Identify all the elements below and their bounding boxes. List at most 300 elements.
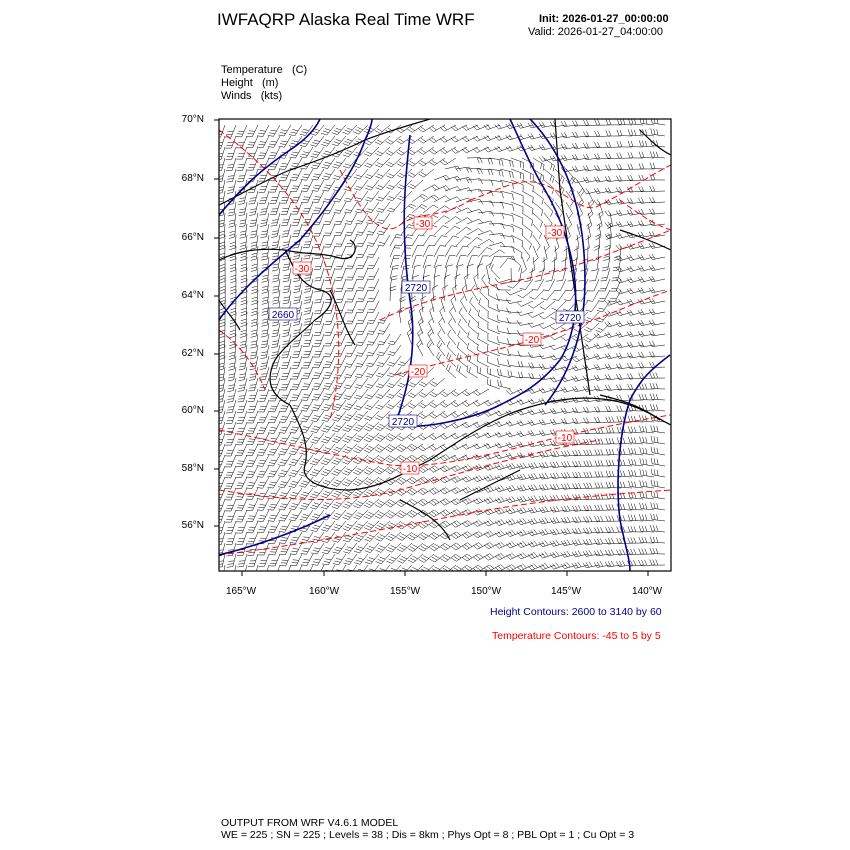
wind-barb — [478, 211, 494, 216]
wind-barb — [638, 331, 654, 337]
wind-barb — [589, 268, 599, 281]
wind-barb — [215, 422, 225, 435]
wind-barb — [367, 257, 379, 269]
wind-barb — [240, 334, 247, 348]
wind-barb — [246, 125, 258, 137]
wind-barb — [467, 247, 481, 258]
wind-barb — [376, 202, 390, 212]
wind-barb — [498, 369, 511, 378]
wind-barb — [576, 290, 589, 301]
lon-label: 160°W — [309, 586, 340, 597]
wind-barb — [572, 246, 578, 261]
wind-barb — [506, 146, 522, 152]
wind-barb — [280, 554, 291, 566]
wind-barb — [290, 532, 302, 543]
wind-barb — [462, 455, 478, 461]
wind-barb — [651, 514, 665, 521]
wind-barb — [451, 554, 467, 561]
wind-barb — [445, 176, 461, 182]
wind-barb — [441, 565, 456, 573]
wind-barb — [397, 521, 412, 529]
wind-barb — [419, 158, 435, 166]
wind-barb — [367, 246, 379, 257]
wind-barb — [247, 158, 258, 170]
wind-barb — [473, 542, 489, 549]
wind-barb — [579, 268, 589, 281]
wind-barb — [550, 419, 566, 425]
wind-barb — [269, 400, 280, 412]
wind-barb — [600, 268, 610, 281]
wind-barb — [617, 438, 632, 445]
wind-barb — [549, 257, 555, 272]
wind-barb — [638, 243, 654, 249]
wind-barb — [268, 510, 280, 521]
wind-barb — [228, 356, 236, 370]
wind-barb — [386, 499, 401, 507]
wind-barb — [334, 356, 346, 368]
wind-barb — [377, 213, 390, 224]
wind-barb — [533, 246, 538, 262]
wind-barb — [605, 300, 621, 306]
wind-barb — [367, 235, 379, 246]
wind-barb — [386, 455, 401, 463]
wind-barb — [561, 155, 577, 161]
wind-barb — [335, 235, 346, 247]
wind-barb — [421, 296, 426, 312]
wind-barb — [312, 191, 324, 203]
wind-barb — [429, 543, 445, 551]
wind-barb — [408, 554, 423, 563]
wind-barb — [517, 552, 533, 559]
wind-barb — [291, 202, 302, 214]
wind-barb — [649, 265, 665, 271]
wind-barb — [226, 147, 236, 160]
wind-barb — [528, 473, 544, 479]
wind-barb — [506, 389, 522, 395]
wind-barb — [336, 279, 347, 291]
wind-barb — [246, 477, 258, 489]
wind-barb — [302, 202, 313, 214]
wind-barb — [334, 367, 346, 378]
height-contour-label: 2660 — [271, 310, 295, 321]
wind-barb — [313, 224, 324, 236]
wind-barb — [397, 532, 412, 540]
wind-barb — [532, 279, 544, 290]
wind-barb — [345, 224, 357, 236]
wind-barb — [333, 191, 346, 202]
wind-barb — [561, 562, 577, 568]
wind-barb — [507, 318, 522, 324]
wind-barb — [486, 263, 491, 279]
wind-barb — [335, 246, 346, 258]
wind-barb — [407, 444, 423, 451]
wind-barb — [396, 455, 412, 463]
wind-barb — [423, 235, 436, 246]
wind-barb — [310, 466, 324, 476]
wind-barb — [367, 290, 379, 302]
wind-barb — [419, 543, 434, 551]
wind-barb — [539, 540, 555, 546]
wind-barb — [498, 380, 511, 389]
wind-barb — [650, 151, 665, 158]
wind-barb — [473, 136, 489, 142]
wind-barb — [386, 510, 401, 518]
wind-barb — [429, 158, 445, 165]
wind-barb — [215, 510, 225, 523]
wind-barb — [334, 202, 346, 213]
wind-barb — [215, 136, 225, 149]
wind-barb — [495, 463, 511, 470]
wind-barb — [434, 246, 446, 258]
wind-barb — [236, 455, 248, 467]
wind-barb — [649, 309, 665, 315]
wind-barb — [451, 136, 467, 142]
wind-barb — [344, 202, 357, 213]
lon-label: 155°W — [390, 586, 421, 597]
wind-barb — [397, 158, 412, 167]
wind-barb — [407, 125, 423, 132]
wind-barb — [324, 334, 335, 346]
wind-barb — [497, 294, 512, 301]
wind-barb — [301, 169, 313, 180]
wind-barb — [236, 422, 247, 434]
wind-barb — [484, 124, 500, 130]
wind-barb — [345, 334, 357, 346]
wind-barb — [247, 510, 259, 522]
wind-barb — [325, 257, 335, 270]
wind-barb — [269, 543, 280, 555]
wind-barb — [299, 477, 313, 487]
wind-barb — [386, 136, 401, 144]
lon-label: 150°W — [471, 586, 502, 597]
wind-barb — [343, 543, 357, 553]
wind-barb — [270, 202, 280, 215]
wind-barb — [456, 265, 463, 279]
wind-barb — [462, 136, 478, 142]
wind-barb — [572, 551, 588, 557]
lat-label: 56°N — [181, 520, 204, 531]
wind-barb — [517, 453, 533, 459]
wind-barb — [334, 213, 346, 225]
wind-barb — [451, 389, 467, 396]
wind-barb — [429, 147, 445, 154]
wind-barb — [473, 444, 489, 449]
wind-barb — [495, 135, 511, 141]
wind-barb — [419, 565, 434, 574]
wind-barb — [356, 235, 368, 247]
valid-time: Valid: 2026-01-27_04:00:00 — [528, 26, 663, 38]
wind-barb — [650, 548, 665, 554]
wind-barb — [235, 466, 247, 478]
wind-barb — [257, 125, 269, 137]
wind-barb — [312, 389, 324, 400]
wind-barb — [440, 554, 456, 562]
wind-barb — [522, 224, 532, 238]
wind-barb — [508, 349, 523, 356]
lat-label: 70°N — [181, 114, 204, 125]
wind-barb — [364, 499, 379, 508]
wind-barb — [299, 488, 313, 498]
wind-barb — [517, 474, 533, 480]
wind-barb — [651, 117, 665, 125]
wind-barb — [418, 411, 434, 419]
wind-barb — [468, 320, 478, 334]
wind-barb — [357, 268, 368, 280]
wind-barb — [500, 235, 514, 243]
wind-barb — [478, 180, 493, 186]
wind-barb — [397, 543, 412, 552]
wind-barb — [430, 565, 445, 573]
wind-barb — [473, 389, 489, 396]
wind-barb — [310, 444, 324, 454]
wind-barb — [376, 367, 390, 377]
temperature-contour — [395, 290, 671, 375]
wind-barb — [226, 158, 236, 171]
wind-barb — [500, 224, 514, 232]
wind-barb — [332, 158, 346, 168]
wind-barb — [364, 477, 379, 486]
wind-barb — [375, 455, 390, 463]
wind-barb — [627, 321, 643, 327]
wind-barb — [321, 422, 335, 432]
wind-barb — [247, 521, 258, 533]
wind-barb — [650, 373, 665, 379]
wind-barb — [511, 202, 523, 213]
wind-barb — [400, 296, 406, 312]
wind-barb — [356, 345, 368, 356]
wind-barb — [583, 550, 599, 556]
wind-barb — [473, 411, 489, 417]
wind-barb — [467, 158, 482, 164]
wind-barb — [367, 312, 379, 324]
lat-label: 58°N — [181, 463, 204, 474]
wind-barb — [291, 378, 302, 390]
wind-barb — [489, 277, 500, 290]
wind-barb — [528, 352, 544, 357]
wind-barb — [215, 532, 225, 545]
wind-barb — [225, 433, 236, 445]
wind-barb — [616, 244, 632, 250]
wind-barb — [375, 422, 390, 431]
wind-barb — [408, 158, 423, 166]
wind-barb — [520, 279, 533, 290]
wind-barb — [462, 543, 478, 550]
wind-barb — [376, 191, 390, 201]
wind-barb — [397, 510, 412, 518]
wind-barb — [419, 169, 434, 177]
wind-barb — [375, 136, 390, 145]
wind-barb — [259, 191, 269, 204]
wind-barb — [500, 258, 514, 268]
wind-barb — [290, 389, 302, 401]
wind-barb — [301, 378, 313, 390]
wind-barb — [386, 433, 401, 441]
wind-barb — [473, 433, 489, 439]
wind-barb — [478, 256, 489, 268]
wind-barb — [216, 158, 226, 171]
wind-barb — [375, 521, 390, 530]
wind-barb — [478, 201, 494, 206]
wind-barb — [561, 387, 577, 393]
wind-barb — [594, 354, 610, 359]
wind-barb — [399, 307, 405, 323]
wind-barb — [445, 246, 457, 257]
wind-barb — [434, 275, 440, 290]
wind-barb — [506, 308, 522, 313]
wind-barb — [539, 156, 555, 162]
wind-barb — [239, 356, 247, 370]
wind-barb — [649, 231, 665, 237]
wind-barb — [237, 158, 247, 170]
wind-barb — [397, 400, 412, 409]
wind-barb — [215, 521, 225, 534]
wind-barb — [497, 304, 511, 312]
wind-barb — [225, 477, 236, 489]
wind-barb — [235, 477, 247, 489]
wind-barb — [429, 532, 445, 539]
wind-barb — [419, 378, 434, 387]
wind-barb — [375, 499, 390, 507]
height-contour-label: 2720 — [558, 313, 582, 324]
wind-barb — [324, 323, 335, 335]
wind-barb — [477, 355, 489, 367]
wind-barb — [489, 202, 504, 209]
wind-barb — [269, 554, 280, 566]
wind-barb — [445, 236, 459, 246]
wind-barb — [408, 543, 423, 551]
wind-barb — [489, 250, 505, 257]
wind-barb — [401, 235, 413, 246]
temperature-contour-label: -30 — [294, 264, 310, 275]
wind-barb — [594, 199, 610, 205]
wind-barb — [616, 332, 632, 338]
wind-barb — [418, 125, 434, 132]
wind-barb — [651, 425, 665, 433]
wind-barb — [312, 378, 324, 390]
wind-barb — [301, 180, 313, 192]
wind-barb — [258, 169, 269, 181]
wind-barb — [651, 491, 665, 499]
wind-barb — [282, 224, 292, 237]
wind-barb — [236, 125, 247, 137]
wind-barb — [506, 290, 522, 295]
wind-barb — [418, 433, 434, 440]
wind-barb — [517, 399, 533, 405]
wind-barb — [312, 180, 324, 191]
wind-barb — [408, 521, 424, 529]
wind-barb — [489, 213, 504, 219]
wind-barb — [453, 285, 458, 301]
wind-barb — [594, 333, 610, 339]
wind-barb — [217, 180, 226, 194]
wind-barb — [561, 528, 577, 534]
wind-barb — [262, 290, 269, 304]
wind-barb — [651, 469, 665, 477]
wind-barb — [354, 169, 368, 179]
wind-barb — [310, 455, 324, 465]
wind-barb — [354, 180, 368, 190]
wind-barb — [462, 422, 478, 428]
wind-barb — [225, 444, 236, 456]
wind-barb — [627, 331, 643, 337]
wind-barb — [246, 455, 258, 467]
wind-barb — [484, 553, 500, 560]
wind-barb — [500, 169, 513, 178]
wind-barb — [375, 510, 390, 519]
lon-label: 165°W — [226, 586, 257, 597]
temperature-contour-label: -30 — [547, 228, 563, 239]
wind-barb — [261, 312, 269, 326]
wind-barb — [544, 169, 554, 183]
wind-barb — [356, 224, 368, 235]
wind-barb — [268, 147, 280, 159]
wind-barb — [650, 404, 665, 411]
wind-barb — [290, 180, 302, 192]
wind-barb — [473, 125, 489, 131]
wind-barb — [324, 345, 335, 357]
wind-barb — [357, 290, 368, 302]
wind-barb — [473, 554, 489, 561]
wind-barb — [257, 488, 269, 499]
wind-barb — [650, 394, 665, 400]
wind-barb — [247, 411, 258, 423]
wind-barb — [491, 264, 500, 279]
wind-barb — [260, 202, 270, 215]
wind-barb — [390, 235, 402, 246]
wind-barb — [430, 378, 445, 386]
wind-barb — [517, 485, 533, 491]
wind-barb — [356, 323, 368, 335]
wind-barb — [522, 202, 533, 215]
wind-barb — [257, 521, 269, 533]
wind-barb — [484, 400, 500, 406]
wind-barb — [279, 422, 291, 433]
wind-barb — [215, 433, 225, 446]
wind-barb — [649, 352, 665, 358]
wind-barb — [649, 287, 665, 293]
wind-barb — [616, 255, 632, 261]
wind-barb — [650, 383, 665, 389]
wind-barb — [346, 290, 357, 302]
wind-barb — [649, 254, 665, 260]
wind-barb — [418, 444, 434, 451]
wind-barb — [628, 515, 643, 521]
wind-barb — [346, 312, 357, 324]
wind-barb — [462, 147, 478, 153]
wind-barb — [248, 554, 258, 567]
wind-barb — [506, 507, 522, 514]
wind-barb — [216, 554, 225, 568]
field-temperature-name: Temperature — [221, 64, 283, 76]
wind-barb — [649, 330, 665, 336]
wind-barb — [366, 224, 379, 235]
wind-barb — [236, 499, 247, 511]
height-contour-label: 2720 — [391, 417, 415, 428]
wind-barb — [312, 554, 324, 565]
wind-barb — [237, 532, 248, 544]
wind-barb — [279, 543, 291, 555]
wind-barb — [649, 298, 665, 304]
wind-barb — [324, 213, 336, 225]
wind-barb — [365, 378, 379, 388]
wind-barb — [261, 323, 269, 337]
wind-barb — [236, 147, 247, 159]
wind-barb — [495, 432, 511, 438]
wind-barb — [268, 411, 280, 423]
wind-barb — [396, 444, 412, 452]
wind-barb — [650, 537, 665, 543]
wind-barb — [386, 532, 401, 541]
